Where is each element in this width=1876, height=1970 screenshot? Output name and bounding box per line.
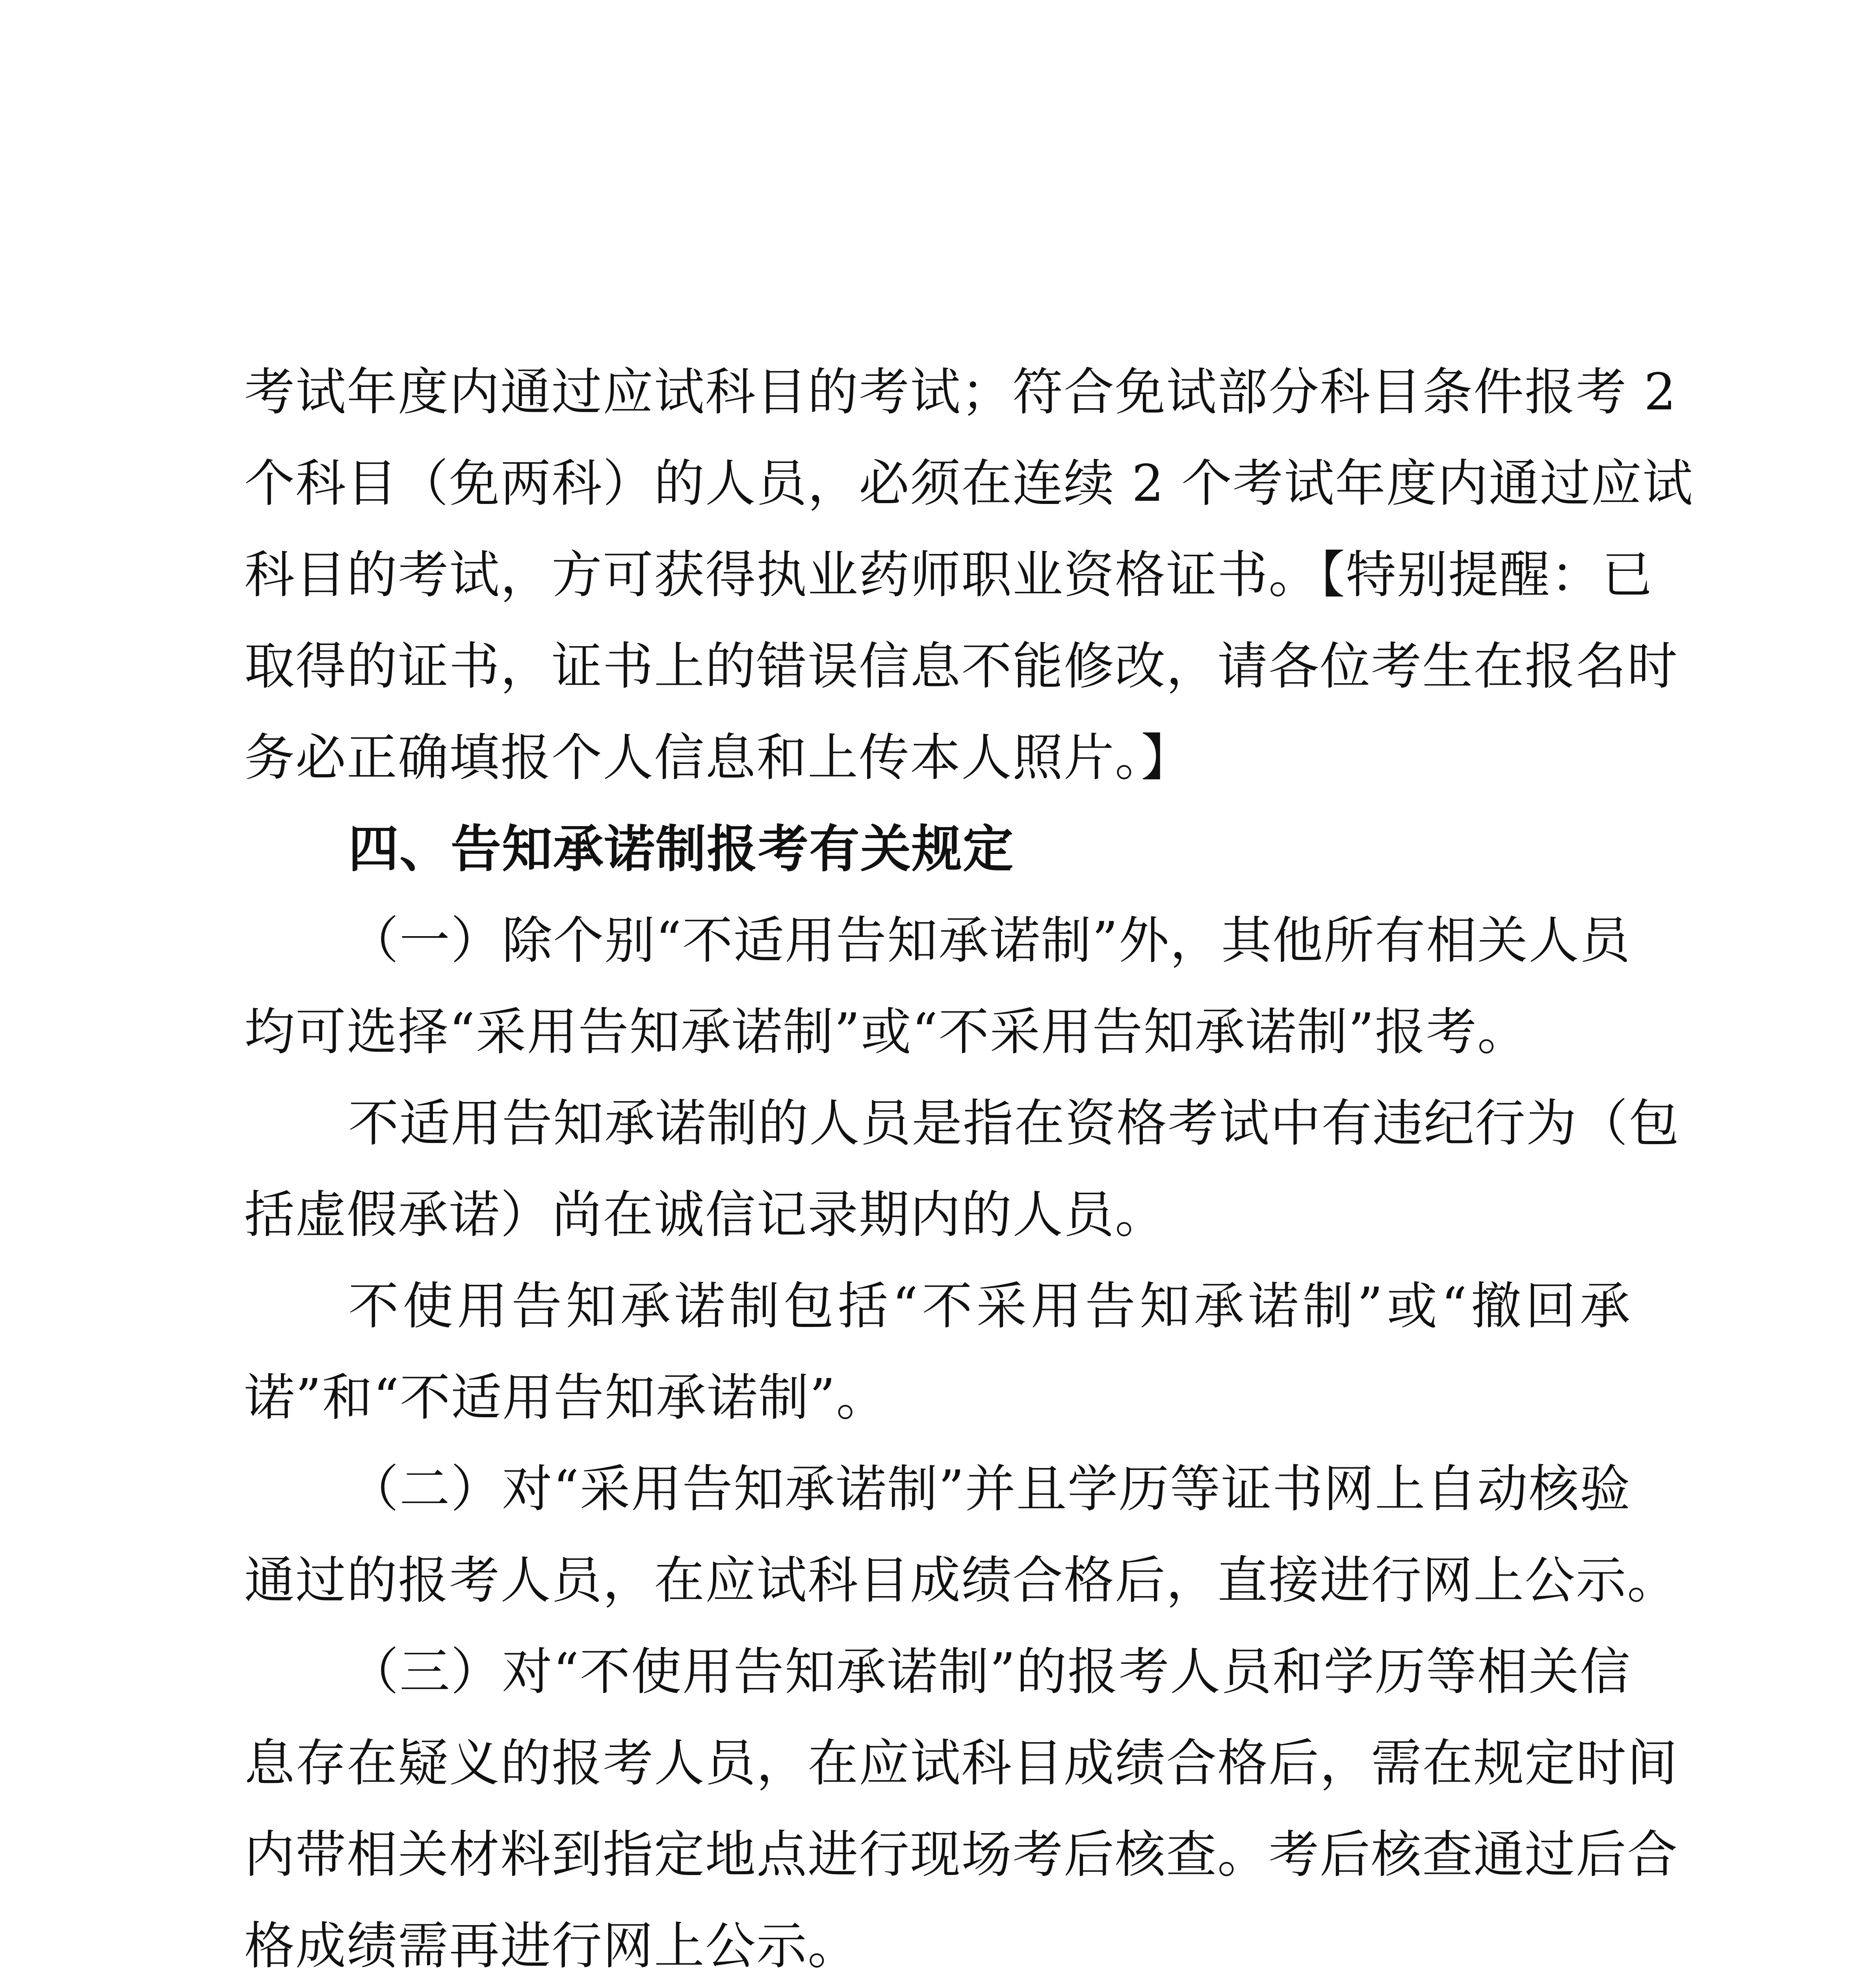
paragraph-line: （三）对“不使用告知承诺制”的报考人员和学历等相关信 xyxy=(348,1643,1631,1701)
paragraph-line: 通过的报考人员，在应试科目成绩合格后，直接进行网上公示。 xyxy=(244,1551,1679,1610)
section-heading: 四、告知承诺制报考有关规定 xyxy=(348,820,1014,879)
paragraph-line: 均可选择“采用告知承诺制”或“不采用告知承诺制”报考。 xyxy=(244,1003,1529,1061)
paragraph-line: 内带相关材料到指定地点进行现场考后核查。考后核查通过后合 xyxy=(244,1825,1679,1884)
paragraph-line: 息存在疑义的报考人员，在应试科目成绩合格后，需在规定时间 xyxy=(244,1734,1679,1793)
paragraph-line: （一）除个别“不适用告知承诺制”外，其他所有相关人员 xyxy=(348,911,1631,970)
paragraph-line: 取得的证书，证书上的错误信息不能修改，请各位考生在报名时 xyxy=(244,637,1679,696)
paragraph-line: 诺”和“不适用告知承诺制”。 xyxy=(244,1368,888,1427)
paragraph-line: 括虚假承诺）尚在诚信记录期内的人员。 xyxy=(244,1186,1166,1244)
paragraph-line: （二）对“采用告知承诺制”并且学历等证书网上自动核验 xyxy=(348,1460,1631,1518)
paragraph-line: 不适用告知承诺制的人员是指在资格考试中有违纪行为（包 xyxy=(348,1094,1680,1153)
paragraph-line: 格成绩需再进行网上公示。 xyxy=(244,1917,859,1970)
paragraph-line: 科目的考试，方可获得执业药师职业资格证书。【特别提醒：已 xyxy=(244,546,1653,604)
body-text xyxy=(244,347,1694,1970)
paragraph-line: 务必正确填报个人信息和上传本人照片。】 xyxy=(244,729,1192,787)
paragraph-line: 考试年度内通过应试科目的考试；符合免试部分科目条件报考 2 xyxy=(244,363,1677,422)
paragraph-line: 个科目（免两科）的人员，必须在连续 2 个考试年度内通过应试 xyxy=(244,454,1694,513)
paragraph-line: 不使用告知承诺制包括“不采用告知承诺制”或“撤回承 xyxy=(348,1277,1631,1336)
